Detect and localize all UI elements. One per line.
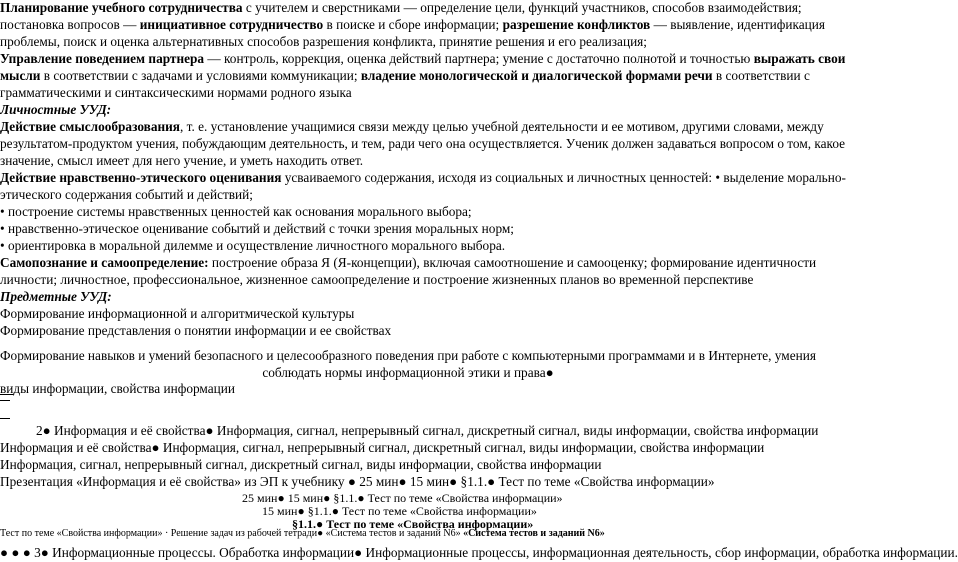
p4-text: усваиваемого содержания, исходя из социальных и личностных ценностей: • выделение морально- (281, 170, 846, 185)
p1-text: — выявление, идентификация (650, 17, 826, 32)
row-text: обработка информации. (822, 545, 958, 560)
p4-text: этического содержания событий и действий; (0, 187, 253, 202)
row-4: Информация, сигнал, непрерывный сигнал, дискретный сигнал, виды информации, свойства информации (0, 457, 602, 472)
bullet-dot-icon: ● (398, 474, 407, 489)
row-3 (0, 440, 764, 457)
presentation-line (0, 474, 715, 491)
p5-text: личности; личностное, профессиональное, жизненное самоопределение и построение жизненных планов во временной перспективе (0, 272, 754, 287)
bullet-dot-icon: ● (317, 528, 324, 539)
bullet-dot-icon: ● (487, 474, 496, 489)
p3-bold-term: Действие смыслообразования (0, 119, 180, 134)
cascade-text: 15 мин (284, 491, 324, 505)
test-line: Тест по теме «Свойства информации» (0, 528, 163, 539)
underlined-fragment: ви (0, 381, 14, 396)
types-line (0, 381, 235, 398)
bullet-dot-icon: ● (277, 491, 285, 505)
p1-text: в поиске и сборе информации; (323, 17, 503, 32)
p1-bold-term: разрешение конфликтов (502, 17, 651, 32)
p2-line2 (0, 68, 810, 85)
types-text: ды информации, свойства информации (13, 381, 236, 396)
p3-line1 (0, 119, 824, 136)
subject-uud-heading: Предметные УУД: (0, 289, 112, 304)
p1-text: с учителем и сверстниками — определение цели, функций участников, способов взаимодействия; (242, 0, 802, 15)
presentation-text: Презентация «Информация и её свойства» из ЭП к учебнику (0, 474, 348, 489)
row-2 (36, 423, 818, 440)
row-text: Информационные процессы. Обработка информации (48, 545, 355, 560)
p3-text: значение, смысл имеет для него учение, и уметь находить ответ. (0, 153, 364, 168)
short-rule (0, 400, 10, 401)
bullet-dot-icon: ● (323, 491, 331, 505)
p2-bold-term: выражать свои (753, 51, 846, 66)
bullet-dot-icon: ● ● ● (0, 545, 31, 560)
p2-line3 (0, 85, 352, 102)
bullet-dot-icon: ● (297, 504, 305, 518)
cascade-text: Тест по теме «Свойства информации» (338, 504, 537, 518)
p1-line1 (0, 0, 802, 17)
workbook-text: Решение задач из рабочей тетради (170, 528, 318, 539)
p2-text: в соответствии с (712, 68, 810, 83)
bullet-dot-icon: ● (316, 517, 324, 531)
p5-line1 (0, 255, 816, 272)
p4-line1 (0, 170, 846, 187)
p3-line3 (0, 153, 363, 170)
cascade-text: 15 мин (262, 504, 298, 518)
bullet-item: • нравственно-этическое оценивание событий и действий с точки зрения моральных норм; (0, 221, 514, 236)
bullet-dot-icon: ● (205, 423, 214, 438)
p2-bold-term: мысли (0, 68, 41, 83)
cascade-text: §1.1. (330, 491, 358, 505)
p2-text: грамматическими и синтаксическими нормами родного языка (0, 85, 352, 100)
row-text: Информация и её свойства (0, 440, 152, 455)
p5-line2 (0, 272, 753, 289)
presentation-text: 15 мин (406, 474, 450, 489)
p1-bold-term: инициативное сотрудничество (139, 17, 324, 32)
p4-line2 (0, 187, 253, 204)
bullet-dot-icon: ● (354, 545, 363, 560)
cascade-text: Тест по теме «Свойства информации» (323, 517, 534, 531)
p2-text: в соответствии с задачами и условиями коммуникации; (40, 68, 361, 83)
p2-bold-term: Управление поведением партнера (0, 51, 205, 66)
p5-text: построение образа Я (Я-концепции), включая самоотношение и самооценку; формирование идентичности (208, 255, 817, 270)
subject-item: Формирование информационной и алгоритмической культуры (0, 306, 355, 321)
cascade-text: Тест по теме «Свойства информации» (364, 491, 563, 505)
p3-text: , т. е. установление учащимися связи между целью учебной деятельности и ее мотивом, другими словами, между (180, 119, 824, 134)
cascade-text: 25 мин (242, 491, 278, 505)
p1-text: постановка вопросов — (0, 17, 140, 32)
row-text: Информация, сигнал, непрерывный сигнал, дискретный сигнал, виды информации, свойства информации (159, 440, 765, 455)
bullet-dot-icon: ● (151, 440, 160, 455)
row-text: Информация, сигнал, непрерывный сигнал, дискретный сигнал, виды информации, свойства информации (213, 423, 819, 438)
bullet-dot-icon: ● (357, 491, 365, 505)
bullet-item: • построение системы нравственных ценностей как основания морального выбора; (0, 204, 472, 219)
bullet-dot-icon: ● (347, 474, 356, 489)
p3-line2 (0, 136, 845, 153)
presentation-text: 25 мин (355, 474, 399, 489)
p3-text: результатом-продуктом учения, побуждающим деятельность, и тем, ради чего она осуществляется. Ученик должен задаваться вопросом о том, какое (0, 136, 846, 151)
p5-bold-term: Самопознание и самоопределение: (0, 255, 209, 270)
row-last (0, 545, 958, 562)
presentation-text: §1.1. (457, 474, 488, 489)
bullet-item: • ориентировка в моральной дилемме и осуществление личностного морального выбора. (0, 238, 506, 253)
centered-line (0, 365, 816, 382)
subject-item: Формирование представления о понятии информации и ее свойствах (0, 323, 392, 338)
centered-line: Формирование навыков и умений безопасного и целесообразного поведения при работе с компьютерными программами и в Интернете, умения (0, 348, 816, 363)
p1-line2 (0, 17, 825, 34)
workbook-bold: «Система тестов и заданий N6» (463, 528, 605, 539)
p2-bold-term: владение монологической и диалогической формами речи (360, 68, 713, 83)
row-number: 2 (36, 423, 43, 438)
bullet-dot-icon: ● (40, 545, 49, 560)
row-text: Информационные процессы, информационная деятельность, сбор информации, (362, 545, 820, 560)
p1-bold-term: Планирование учебного сотрудничества (0, 0, 243, 15)
centered-text: соблюдать нормы информационной этики и права (262, 365, 546, 380)
presentation-text: Тест по теме «Свойства информации» (495, 474, 715, 489)
short-rule (0, 418, 10, 419)
p1-text: проблемы, поиск и оценка альтернативных способов разрешения конфликта, принятие решения и его реализация; (0, 34, 647, 49)
p2-line1 (0, 51, 845, 68)
p4-bold-term: Действие нравственно-этического оценивания (0, 170, 282, 185)
row-number: 3 (34, 545, 41, 560)
personal-uud-heading: Личностные УУД: (0, 102, 112, 117)
bullet-dot-icon: ● (449, 474, 458, 489)
workbook-text: «Система тестов и заданий N6» (323, 528, 461, 539)
cascade-text: §1.1. (292, 517, 316, 531)
bullet-dot-icon: ● (545, 365, 554, 380)
row-text: Информация и её свойства (50, 423, 206, 438)
cascade-text: §1.1. (304, 504, 332, 518)
bullet-dot-icon: ● (42, 423, 51, 438)
p1-line3 (0, 34, 647, 51)
p2-text: — контроль, коррекция, оценка действий партнера; умение с достаточно полнотой и точностью (204, 51, 754, 66)
bullet-dot-icon: ● (331, 504, 339, 518)
bottom-block: Тест по теме «Свойства информации» · Решение задач из рабочей тетради● «Система тестов и заданий N6» «Система тестов и заданий N6» (0, 528, 605, 539)
